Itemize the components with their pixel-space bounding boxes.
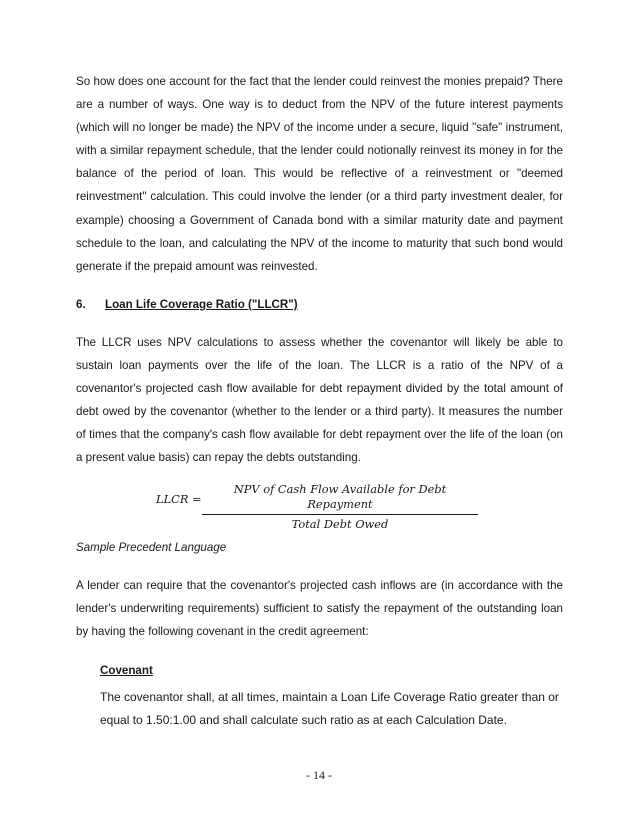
section-title: Loan Life Coverage Ratio ("LLCR") xyxy=(105,297,298,311)
section-number: 6. xyxy=(76,297,86,311)
formula-fraction xyxy=(202,482,478,532)
covenant-block xyxy=(76,659,563,732)
sample-precedent-label: Sample Precedent Language xyxy=(76,540,227,554)
llcr-formula xyxy=(76,481,563,531)
paragraph-lender-requirement: A lender can require that the covenantor's projected cash inflows are (in accordance with the lender's underwriting requirements) sufficient to satisfy the repayment of the outstanding loan by having the following covenant in the credit agreement: xyxy=(76,578,563,638)
covenant-text: The covenantor shall, at all times, maintain a Loan Life Coverage Ratio greater than or equal to 1.50:1.00 and shall calculate such ratio as at each Calculation Date. xyxy=(100,689,559,728)
formula-denominator: Total Debt Owed xyxy=(291,516,389,531)
paragraph-llcr: The LLCR uses NPV calculations to assess whether the covenantor will likely be able to sustain loan payments over the life of the loan. The LLCR is a ratio of the NPV of a covenantor's projected cash flow available for debt repayment divided by the total amount of debt owed by the covenantor (whether to the lender or a third party). It measures the number of times that the company's cash flow available for debt repayment over the life of the loan (on a present value basis) can repay the debts outstanding. xyxy=(76,335,563,465)
page-number: - 14 - xyxy=(306,768,332,782)
formula-numerator: NPV of Cash Flow Available for Debt Repayment xyxy=(233,481,447,511)
paragraph-reinvestment: So how does one account for the fact that the lender could reinvest the monies prepaid? There are a number of ways. One way is to deduct from the NPV of the future interest payments (which will no longer be made) the NPV of the income under a secure, liquid "safe" instrument, with a similar repayment schedule, that the lender could notionally reinvest its money in for the balance of the period of loan. This would be reflective of a reinvestment or "deemed reinvestment" calculation. This could involve the lender (or a third party investment dealer, for example) choosing a Government of Canada bond with a similar maturity date and payment schedule to the loan, and calculating the NPV of the income to maturity that such bond would generate if the prepaid amount was reinvested. xyxy=(76,75,563,273)
section-heading xyxy=(76,293,563,316)
covenant-title: Covenant xyxy=(100,663,153,677)
formula-lhs: LLCR = xyxy=(156,491,202,506)
